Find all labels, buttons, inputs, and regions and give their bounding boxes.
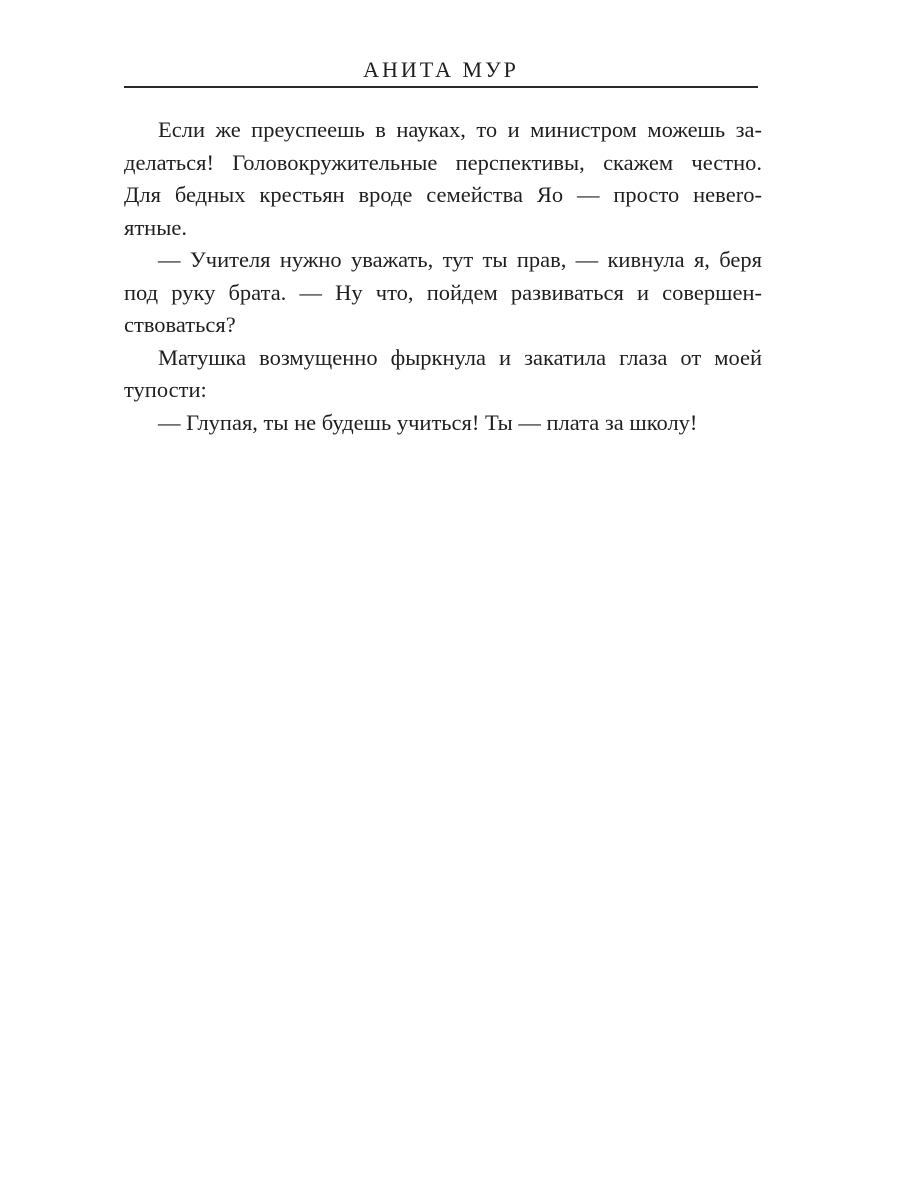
text-line: делаться! Головокружительные перспективы, скажем честно. [124, 149, 762, 175]
text-line: — Глупая, ты не будешь учиться! Ты — плата за школу! [158, 409, 698, 435]
text-line: Для бедных крестьян вроде семейства Яо — просто невero- [124, 182, 762, 207]
text-line: тупости: [124, 377, 207, 402]
text-line: Если же преуспеешь в науках, то и министром можешь за- [158, 117, 762, 142]
header-rule [124, 86, 758, 88]
running-head-author: АНИТА МУР [363, 57, 519, 82]
text-line: ствоваться? [124, 312, 236, 337]
text-line: под руку брата. — Ну что, пойдем развиваться и совершен- [124, 279, 762, 305]
text-line: — Учителя нужно уважать, тут ты прав, — кивнула я, беря [158, 247, 762, 272]
body-text [124, 114, 762, 439]
text-line: Матушка возмущенно фыркнула и закатила глаза от моей [158, 344, 762, 370]
text-line: ятные. [124, 214, 187, 240]
